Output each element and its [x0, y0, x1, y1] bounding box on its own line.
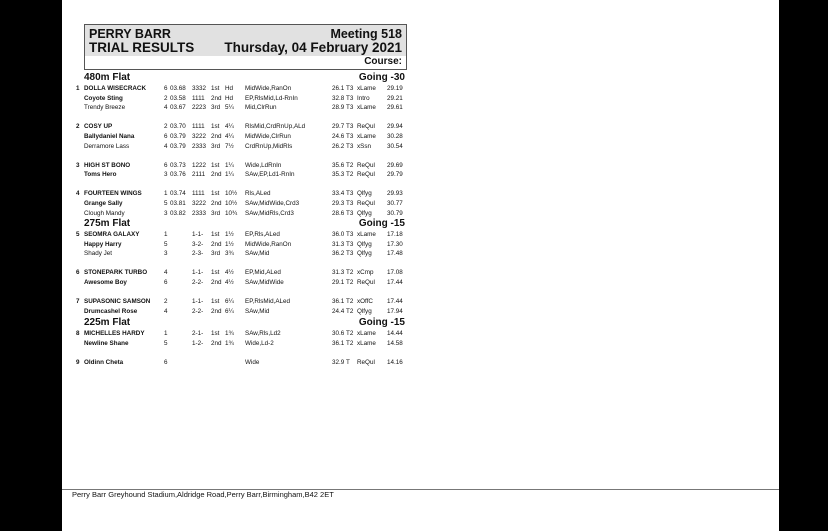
sectional-time: 03.70 — [170, 123, 186, 131]
sectional-time: 03.79 — [170, 132, 186, 140]
race-remarks: Wide,Ld-2 — [245, 339, 274, 347]
race-remarks: EP,RlsMid,Ld-RnIn — [245, 94, 298, 102]
dog-name: HIGH ST BONO — [84, 161, 131, 169]
run-time: 30.54 — [387, 142, 403, 150]
trap-number: 6 — [164, 358, 168, 366]
run-time: 14.58 — [387, 339, 403, 347]
dog-weight: 36.0 — [332, 231, 345, 238]
run-time: 17.30 — [387, 240, 403, 248]
race-remarks: EP,Mid,ALed — [245, 269, 281, 277]
trial-grade: T3 — [346, 190, 354, 198]
trial-grade: T2 — [346, 278, 354, 286]
meeting-number: Meeting 518 — [330, 27, 402, 41]
race-remarks: CrdRnUp,MidRls — [245, 142, 293, 150]
race-remarks: SAw,MidWide — [245, 278, 284, 286]
run-time: 14.44 — [387, 330, 403, 337]
bend-positions: 1-1- — [192, 231, 204, 238]
dog-name: SEOMRA GALAXY — [84, 231, 140, 238]
finish-position: 3rd — [211, 209, 221, 217]
trap-number: 1 — [164, 330, 168, 337]
trial-grade: T3 — [346, 142, 354, 150]
dog-name: Awesome Boy — [84, 278, 127, 286]
dog-weight: 36.1 — [332, 298, 345, 305]
trap-number: 3 — [164, 209, 168, 217]
race-remarks: Mid,ClrRun — [245, 104, 277, 112]
trial-comment: Qlfyg — [357, 209, 372, 217]
trap-number: 5 — [164, 339, 168, 347]
trial-number: 4 — [76, 190, 80, 198]
distance-beaten: 1¾ — [225, 339, 234, 347]
trap-number: 2 — [164, 94, 168, 102]
dog-weight: 29.3 — [332, 199, 345, 207]
race-remarks: SAw,MidWide,Crd3 — [245, 199, 300, 207]
trial-comment: xLame — [357, 231, 376, 238]
bend-positions: 1-2- — [192, 339, 204, 347]
trial-comment: Qlfyg — [357, 250, 372, 258]
trial-comment: ReQul — [357, 171, 375, 179]
trap-number: 6 — [164, 85, 168, 92]
dog-weight: 24.6 — [332, 132, 345, 140]
sectional-time: 03.74 — [170, 190, 186, 198]
trial-grade: T2 — [346, 171, 354, 179]
dog-name: Grange Sally — [84, 199, 123, 207]
trial-grade: T3 — [346, 132, 354, 140]
run-time: 29.61 — [387, 104, 403, 112]
distance-beaten: 6¼ — [225, 307, 234, 315]
sectional-time: 03.82 — [170, 209, 186, 217]
dog-weight: 32.8 — [332, 94, 345, 102]
trap-number: 4 — [164, 142, 168, 150]
header-banner — [85, 25, 406, 56]
dog-name: Drumcashel Rose — [84, 307, 138, 315]
dog-weight: 31.3 — [332, 240, 345, 248]
dog-name: Clough Mandy — [84, 209, 125, 217]
race-remarks: MidWide,RanOn — [245, 240, 292, 248]
race-remarks: MidWide,RanOn — [245, 85, 292, 92]
trial-grade: T3 — [346, 123, 354, 131]
dog-weight: 29.7 — [332, 123, 345, 131]
bend-positions: 1-1- — [192, 298, 204, 305]
finish-position: 2nd — [211, 278, 222, 286]
finish-position: 2nd — [211, 199, 222, 207]
dog-weight: 35.6 — [332, 161, 345, 169]
dog-name: MICHELLES HARDY — [84, 330, 145, 337]
dog-name: Shady Jet — [84, 250, 113, 258]
distance-beaten: Hd — [225, 85, 234, 92]
run-time: 29.93 — [387, 190, 403, 198]
finish-position: 2nd — [211, 132, 222, 140]
trap-number: 6 — [164, 278, 168, 286]
section-distance: 275m Flat — [84, 218, 131, 229]
bend-positions: 3332 — [192, 85, 207, 92]
distance-beaten: 4½ — [225, 278, 234, 286]
trap-number: 6 — [164, 161, 168, 169]
trap-number: 1 — [164, 190, 168, 198]
race-remarks: EP,RlsMid,ALed — [245, 298, 291, 305]
trial-grade: T — [346, 358, 350, 366]
dog-name: Newline Shane — [84, 339, 129, 347]
dog-name: Happy Harry — [84, 240, 122, 248]
distance-beaten: 10½ — [225, 190, 238, 198]
finish-position: 2nd — [211, 240, 222, 248]
trial-number: 5 — [76, 231, 80, 238]
header-box — [84, 24, 407, 70]
distance-beaten: 4¼ — [225, 132, 234, 140]
finish-position: 1st — [211, 190, 220, 198]
results-sheet — [62, 0, 779, 531]
trial-comment: Qlfyg — [357, 240, 372, 248]
run-time: 29.94 — [387, 123, 403, 131]
trial-comment: Intro — [357, 94, 370, 102]
dog-name: DOLLA WISECRACK — [84, 85, 147, 92]
bend-positions: 2333 — [192, 142, 207, 150]
trial-comment: xSsn — [357, 142, 371, 150]
run-time: 29.21 — [387, 94, 403, 102]
trial-grade: T3 — [346, 250, 354, 258]
run-time: 17.44 — [387, 278, 403, 286]
trap-number: 2 — [164, 123, 168, 131]
race-remarks: Wide,LdRnIn — [245, 161, 282, 169]
run-time: 17.08 — [387, 269, 403, 277]
section-going: Going -30 — [358, 72, 405, 83]
dog-name: Ballydaniel Nana — [84, 132, 135, 140]
race-remarks: SAw,Rls,Ld2 — [245, 330, 281, 337]
trial-comment: Qlfyg — [357, 190, 372, 198]
trial-number: 8 — [76, 330, 80, 337]
trial-comment: Qlfyg — [357, 307, 372, 315]
finish-position: 2nd — [211, 94, 222, 102]
run-time: 30.77 — [387, 199, 403, 207]
trial-grade: T2 — [346, 307, 354, 315]
section-distance: 225m Flat — [84, 317, 131, 328]
finish-position: 1st — [211, 330, 220, 337]
dog-name: Oldinn Cheta — [84, 358, 124, 366]
meeting-date: Thursday, 04 February 2021 — [224, 40, 402, 55]
trap-number: 6 — [164, 132, 168, 140]
trial-grade: T3 — [346, 199, 354, 207]
dog-weight: 28.9 — [332, 104, 345, 112]
finish-position: 2nd — [211, 307, 222, 315]
bend-positions: 2-3- — [192, 250, 204, 258]
trial-comment: xLame — [357, 85, 376, 92]
trial-comment: ReQul — [357, 199, 375, 207]
trial-comment: ReQul — [357, 358, 375, 366]
trap-number: 2 — [164, 298, 168, 305]
race-remarks: EP,Rls,ALed — [245, 231, 280, 238]
trial-number: 2 — [76, 123, 80, 131]
race-remarks: RlsMid,CrdRnUp,ALd — [245, 123, 306, 131]
trap-number: 4 — [164, 269, 168, 277]
trial-grade: T3 — [346, 231, 354, 238]
sectional-time: 03.68 — [170, 85, 186, 92]
dog-name: FOURTEEN WINGS — [84, 190, 142, 198]
bend-positions: 3-2- — [192, 240, 204, 248]
dog-weight: 33.4 — [332, 190, 345, 198]
trial-comment: ReQul — [357, 161, 375, 169]
finish-position: 1st — [211, 123, 220, 131]
dog-weight: 35.3 — [332, 171, 345, 179]
finish-position: 1st — [211, 269, 220, 277]
bend-positions: 2-2- — [192, 278, 204, 286]
distance-beaten: 4½ — [225, 269, 234, 277]
page-title: TRIAL RESULTS — [89, 40, 195, 55]
run-time: 29.79 — [387, 171, 403, 179]
dog-name: SUPASONIC SAMSON — [84, 298, 151, 305]
trial-grade: T3 — [346, 94, 354, 102]
run-time: 17.94 — [387, 307, 403, 315]
distance-beaten: Hd — [225, 94, 234, 102]
dog-weight: 26.1 — [332, 85, 345, 92]
distance-beaten: 1½ — [225, 240, 234, 248]
trial-grade: T2 — [346, 339, 354, 347]
dog-weight: 36.2 — [332, 250, 345, 258]
run-time: 29.69 — [387, 161, 403, 169]
distance-beaten: 1¼ — [225, 171, 234, 179]
finish-position: 3rd — [211, 250, 221, 258]
run-time: 29.19 — [387, 85, 403, 92]
race-remarks: SAw,EP,Ld1-RnIn — [245, 171, 295, 179]
trap-number: 4 — [164, 307, 168, 315]
distance-beaten: 1¼ — [225, 161, 234, 169]
trial-comment: xOffC — [357, 298, 373, 305]
trap-number: 1 — [164, 231, 168, 238]
bend-positions: 1111 — [192, 94, 205, 102]
race-remarks: MidWide,ClrRun — [245, 132, 291, 140]
trial-comment: xLame — [357, 339, 376, 347]
distance-beaten: 1¾ — [225, 330, 234, 337]
trap-number: 3 — [164, 250, 168, 258]
bend-positions: 2111 — [192, 171, 206, 179]
dog-weight: 24.4 — [332, 307, 345, 315]
dog-weight: 29.1 — [332, 278, 345, 286]
trap-number: 3 — [164, 171, 168, 179]
distance-beaten: 6¼ — [225, 298, 234, 305]
dog-name: Derramore Lass — [84, 142, 130, 150]
sectional-time: 03.79 — [170, 142, 186, 150]
distance-beaten: 5¼ — [225, 104, 234, 112]
dog-weight: 32.9 — [332, 358, 345, 366]
dog-name: Coyote Sting — [84, 94, 123, 102]
sectional-time: 03.73 — [170, 161, 186, 169]
run-time: 17.48 — [387, 250, 403, 258]
distance-beaten: 4¼ — [225, 123, 234, 131]
trial-grade: T3 — [346, 209, 354, 217]
run-time: 17.44 — [387, 298, 403, 305]
run-time: 17.18 — [387, 231, 403, 238]
bend-positions: 1111 — [192, 190, 205, 198]
trap-number: 5 — [164, 199, 168, 207]
dog-name: COSY UP — [84, 123, 113, 131]
trap-number: 4 — [164, 104, 168, 112]
trial-comment: ReQul — [357, 278, 375, 286]
bend-positions: 2-2- — [192, 307, 204, 315]
dog-name: STONEPARK TURBO — [84, 269, 148, 277]
trial-comment: xLame — [357, 104, 376, 112]
bend-positions: 1-1- — [192, 269, 204, 277]
bend-positions: 3222 — [192, 199, 207, 207]
trial-comment: ReQul — [357, 123, 375, 131]
bend-positions: 1222 — [192, 161, 207, 169]
trial-grade: T3 — [346, 85, 354, 92]
trial-comment: xLame — [357, 132, 376, 140]
trial-number: 3 — [76, 161, 80, 169]
finish-position: 1st — [211, 161, 220, 169]
trial-grade: T2 — [346, 161, 354, 169]
trial-grade: T3 — [346, 240, 354, 248]
finish-position: 1st — [211, 85, 220, 92]
dog-weight: 28.6 — [332, 209, 345, 217]
run-time: 14.16 — [387, 358, 403, 366]
finish-position: 2nd — [211, 339, 222, 347]
trial-number: 7 — [76, 298, 80, 305]
section-going: Going -15 — [358, 218, 405, 229]
trial-number: 6 — [76, 269, 80, 277]
sectional-time: 03.81 — [170, 199, 186, 207]
bend-positions: 2-1- — [192, 330, 204, 337]
course-label: Course: — [364, 56, 402, 67]
trial-comment: xCmp — [357, 269, 374, 277]
finish-position: 2nd — [211, 171, 222, 179]
bend-positions: 3222 — [192, 132, 207, 140]
trial-grade: T2 — [346, 269, 354, 277]
distance-beaten: 10½ — [225, 199, 238, 207]
trial-grade: T3 — [346, 104, 354, 112]
dog-weight: 31.3 — [332, 269, 345, 277]
distance-beaten: 10¾ — [225, 209, 238, 217]
section-going: Going -15 — [358, 317, 405, 328]
distance-beaten: 7½ — [225, 142, 234, 150]
trap-number: 5 — [164, 240, 168, 248]
race-remarks: SAw,Mid — [245, 307, 270, 315]
finish-position: 3rd — [211, 104, 221, 112]
finish-position: 1st — [211, 231, 220, 238]
run-time: 30.79 — [387, 209, 403, 217]
run-time: 30.28 — [387, 132, 403, 140]
bend-positions: 2223 — [192, 104, 207, 112]
bend-positions: 2333 — [192, 209, 207, 217]
race-remarks: SAw,Mid — [245, 250, 270, 258]
trial-comment: xLame — [357, 330, 376, 337]
dog-name: Toms Hero — [84, 171, 117, 179]
finish-position: 1st — [211, 298, 220, 305]
trial-number: 9 — [76, 358, 80, 366]
trial-grade: T2 — [346, 330, 354, 337]
race-remarks: Rls,ALed — [245, 190, 271, 198]
dog-weight: 26.2 — [332, 142, 345, 150]
sectional-time: 03.58 — [170, 94, 186, 102]
bend-positions: 1111 — [192, 123, 205, 131]
sectional-time: 03.67 — [170, 104, 186, 112]
sectional-time: 03.76 — [170, 171, 186, 179]
venue-name: PERRY BARR — [89, 27, 171, 41]
trial-number: 1 — [76, 85, 80, 92]
dog-name: Trendy Breeze — [84, 104, 126, 112]
trial-grade: T2 — [346, 298, 354, 305]
race-remarks: SAw,MidRls,Crd3 — [245, 209, 294, 217]
distance-beaten: 1½ — [225, 231, 234, 238]
footer-address: Perry Barr Greyhound Stadium,Aldridge Road,Perry Barr,Birmingham,B42 2ET — [72, 490, 334, 499]
section-distance: 480m Flat — [84, 72, 131, 83]
finish-position: 3rd — [211, 142, 221, 150]
dog-weight: 30.6 — [332, 330, 345, 337]
dog-weight: 36.1 — [332, 339, 345, 347]
race-remarks: Wide — [245, 358, 260, 366]
distance-beaten: 3¾ — [225, 250, 234, 258]
